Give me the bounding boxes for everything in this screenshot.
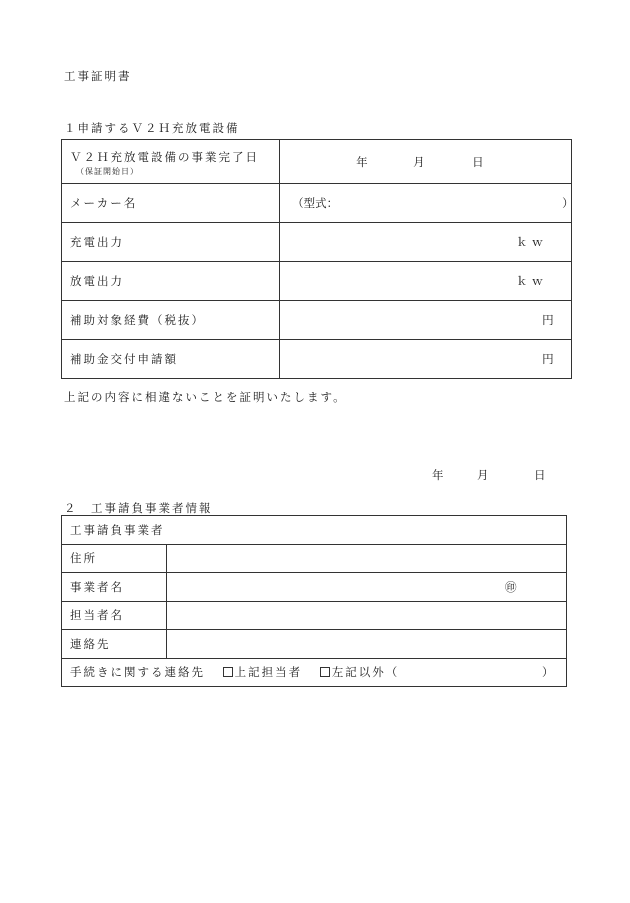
table-row — [62, 573, 567, 602]
table-row — [62, 601, 567, 630]
procedure-contact-row — [62, 658, 567, 687]
completion-date-label — [62, 140, 280, 184]
completion-date-label-text: Ｖ２Ｈ充放電設備の事業完了日 — [70, 149, 259, 164]
certification-statement: 上記の内容に相違ないことを証明いたします。 — [64, 390, 347, 404]
day-label: 日 — [472, 154, 484, 169]
discharge-output-field[interactable] — [280, 262, 572, 301]
table-row — [62, 223, 572, 262]
table-row — [62, 658, 567, 687]
sign-year-label: 年 — [432, 468, 444, 482]
contact-field[interactable] — [167, 630, 567, 659]
contractor-header: 工事請負事業者 — [62, 516, 567, 545]
checkbox[interactable] — [320, 667, 330, 677]
discharge-output-label: 放電出力 — [62, 262, 280, 301]
seal-mark: ㊞ — [505, 579, 517, 594]
checkbox[interactable] — [223, 667, 233, 677]
address-field[interactable] — [167, 544, 567, 573]
yen-unit: 円 — [542, 313, 554, 327]
completion-date-field[interactable] — [280, 140, 572, 184]
warranty-start-sublabel: （保証開始日） — [76, 166, 139, 176]
subsidy-amount-field[interactable] — [280, 340, 572, 379]
option-above-person-label: 上記担当者 — [234, 665, 303, 680]
model-close-label: ） — [562, 196, 574, 210]
company-name-label: 事業者名 — [62, 573, 167, 602]
eligible-cost-label: 補助対象経費（税抜） — [62, 301, 280, 340]
procedure-contact-label: 手続きに関する連絡先 — [70, 665, 205, 680]
document-title: 工事証明書 — [64, 69, 132, 83]
address-label: 住所 — [62, 544, 167, 573]
option-other[interactable] — [320, 665, 400, 679]
sign-month-label: 月 — [477, 468, 489, 482]
company-name-field[interactable] — [167, 573, 567, 602]
subsidy-amount-label: 補助金交付申請額 — [62, 340, 280, 379]
table-row — [62, 262, 572, 301]
person-name-field[interactable] — [167, 601, 567, 630]
sign-day-label: 日 — [534, 468, 546, 482]
maker-label: メーカー名 — [62, 184, 280, 223]
table-row — [62, 301, 572, 340]
option-above-person[interactable] — [223, 665, 303, 679]
section1-heading: １申請するＶ２Ｈ充放電設備 — [64, 121, 240, 135]
section2-heading: ２ 工事請負事業者情報 — [64, 501, 213, 515]
month-label: 月 — [413, 154, 425, 169]
kw-unit: ｋｗ — [516, 235, 548, 249]
table-row — [62, 184, 572, 223]
table-row — [62, 340, 572, 379]
table-row — [62, 544, 567, 573]
model-open-label: （型式： — [292, 196, 339, 210]
equipment-table — [61, 139, 572, 379]
person-name-label: 担当者名 — [62, 601, 167, 630]
year-label: 年 — [356, 154, 368, 169]
eligible-cost-field[interactable] — [280, 301, 572, 340]
option-other-label: 左記以外（ — [331, 665, 400, 680]
yen-unit: 円 — [542, 352, 554, 366]
maker-field[interactable] — [280, 184, 572, 223]
table-row — [62, 516, 567, 545]
option-other-close: ） — [542, 665, 556, 680]
charge-output-field[interactable] — [280, 223, 572, 262]
charge-output-label: 充電出力 — [62, 223, 280, 262]
table-row — [62, 140, 572, 184]
table-row — [62, 630, 567, 659]
kw-unit: ｋｗ — [516, 274, 548, 288]
contact-label: 連絡先 — [62, 630, 167, 659]
contractor-table — [61, 515, 567, 687]
